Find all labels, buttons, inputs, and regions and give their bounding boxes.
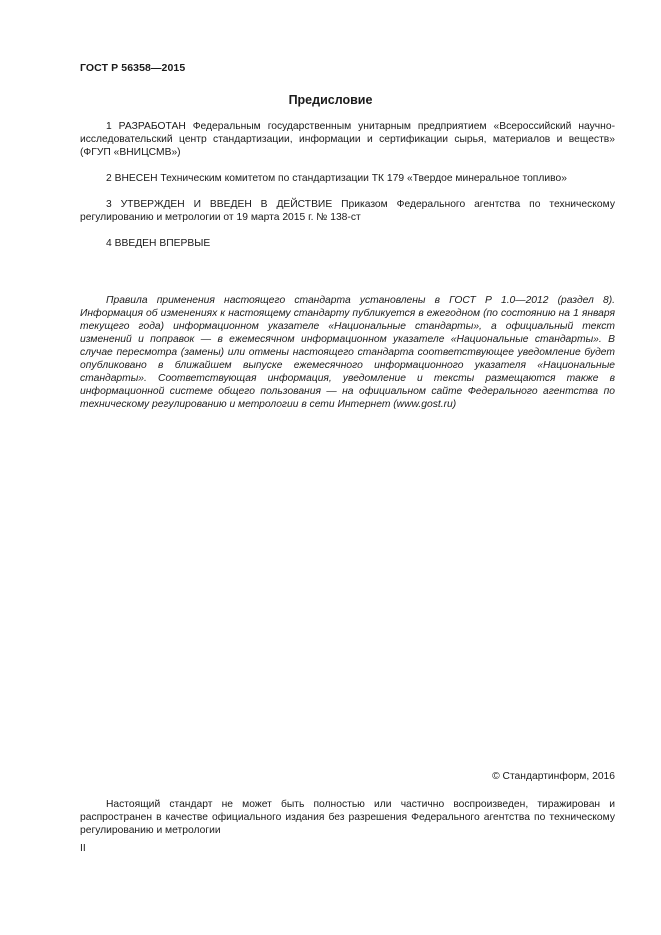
preface-item-1: 1 РАЗРАБОТАН Федеральным государственным унитарным предприятием «Всероссийский научно-исследовательский центр стандартизации, информации и сертификации сырья, материалов и веществ» (ФГУП «ВНИЦСМВ») <box>80 121 615 158</box>
preface-item-2: 2 ВНЕСЕН Техническим комитетом по стандартизации ТК 179 «Твердое минеральное топливо» <box>106 173 567 184</box>
page-number: II <box>80 843 86 854</box>
preface-item-4: 4 ВВЕДЕН ВПЕРВЫЕ <box>106 238 211 249</box>
document-code: ГОСТ Р 56358—2015 <box>80 62 186 74</box>
preface-item-3: 3 УТВЕРЖДЕН И ВВЕДЕН В ДЕЙСТВИЕ Приказом Федерального агентства по техническому регулированию и метрологии от 19 марта 2015 г. № 138-ст <box>80 199 615 223</box>
application-rules-note: Правила применения настоящего стандарта установлены в ГОСТ Р 1.0—2012 (раздел 8). Информация об изменениях к настоящему стандарту публикуется в ежегодном (по состоянию на 1 января текущего года) информационном указателе «Национальные стандарты», а официальный текст изменений и поправок — в ежемесячном информационном указателе «Национальные стандарты». В случае пересмотра (замены) или отмены настоящего стандарта соответствующее уведомление будет опубликовано в ближайшем выпуске ежемесячного информационного указателя «Национальные стандарты». Соответствующая информация, уведомление и тексты размещаются также в информационной системе общего пользования — на официальном сайте Федерального агентства по техническому регулированию и метрологии в сети Интернет (www.gost.ru) <box>80 295 615 410</box>
copyright-line: © Стандартинформ, 2016 <box>492 771 615 782</box>
reproduction-notice: Настоящий стандарт не может быть полностью или частично воспроизведен, тиражирован и распространен в качестве официального издания без разрешения Федерального агентства по техническому регулированию и метрологии <box>80 799 615 836</box>
page-title: Предисловие <box>288 93 373 107</box>
preface-items <box>80 120 615 263</box>
